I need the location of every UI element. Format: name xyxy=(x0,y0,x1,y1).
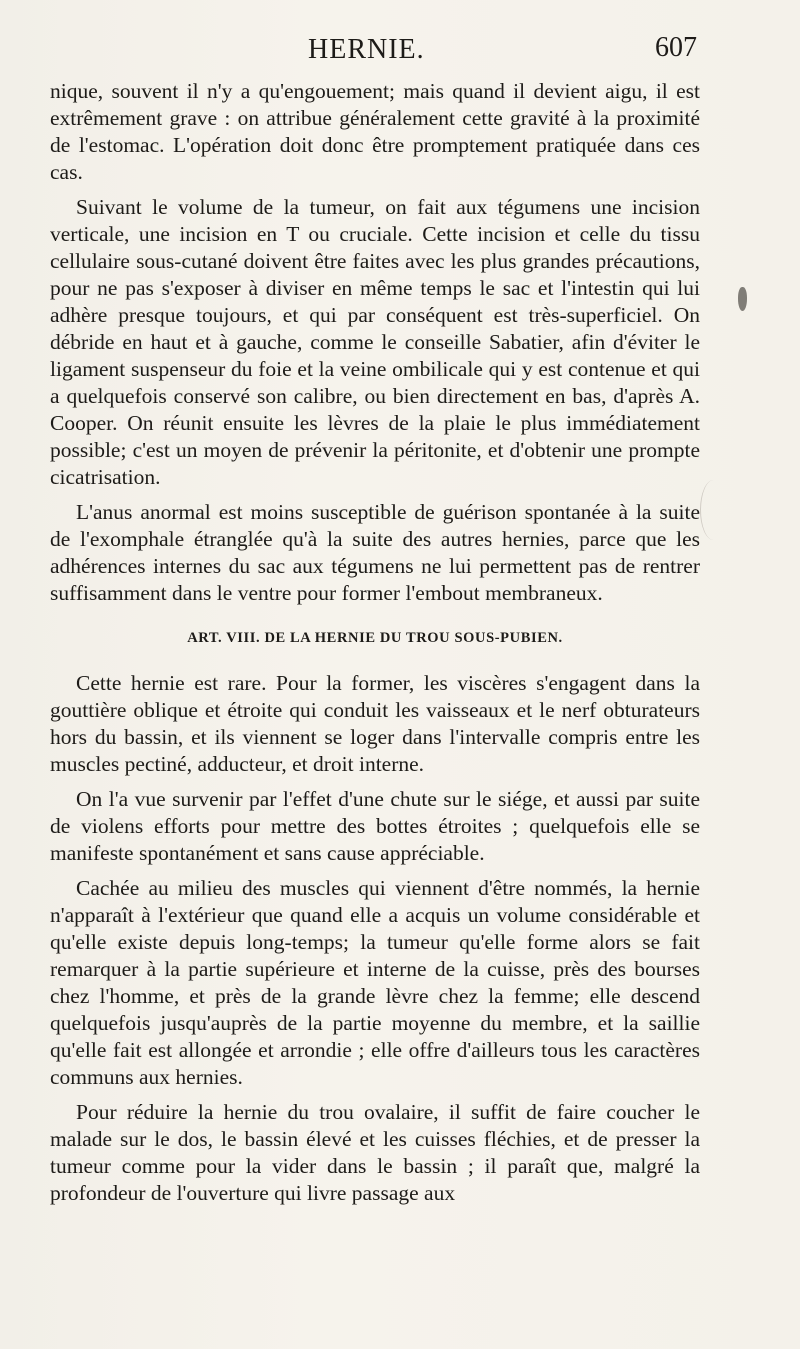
paragraph: nique, souvent il n'y a qu'engouement; mais quand il devient aigu, il est extrêmement grave : on attribue généralement cette gravité à la proximité de l'estomac. L'opération doit donc être promptement pratiquée dans ces cas. xyxy=(50,79,700,184)
running-title: HERNIE. xyxy=(308,34,425,65)
body-text xyxy=(50,78,700,1215)
paragraph: On l'a vue survenir par l'effet d'une chute sur le siége, et aussi par suite de violens efforts pour mettre des bottes étroites ; quelquefois elle se manifeste spontanément et sans cause appréciable. xyxy=(50,787,700,865)
paragraph: L'anus anormal est moins susceptible de guérison spontanée à la suite de l'exomphale étranglée qu'à la suite des autres hernies, parce que les adhérences internes du sac aux tégumens ne lui permettent pas de rentrer suffisamment dans le ventre pour former l'embout membraneux. xyxy=(50,500,700,605)
section-heading: ART. VIII. DE LA HERNIE DU TROU SOUS-PUBIEN. xyxy=(187,630,563,646)
bleed-through-mark xyxy=(700,480,727,540)
ink-blot xyxy=(738,287,747,311)
paragraph: Cette hernie est rare. Pour la former, les viscères s'engagent dans la gouttière oblique et étroite qui conduit les vaisseaux et le nerf obturateurs hors du bassin, et ils viennent se loger dans l'intervalle compris entre les muscles pectiné, adducteur, et droit interne. xyxy=(50,671,700,776)
running-head xyxy=(0,32,800,72)
page-number: 607 xyxy=(655,32,697,63)
paragraph: Cachée au milieu des muscles qui viennent d'être nommés, la hernie n'apparaît à l'extérieur que quand elle a acquis un volume considérable et qu'elle existe depuis long-temps; la tumeur qu'elle forme alors se fait remarquer à la partie supérieure et interne de la cuisse, près des bourses chez l'homme, et près de la grande lèvre chez la femme; elle descend quelquefois jusqu'auprès de la partie moyenne du membre, et la saillie qu'elle fait est allongée et arrondie ; elle offre d'ailleurs tous les caractères communs aux hernies. xyxy=(50,876,700,1089)
paragraph: Pour réduire la hernie du trou ovalaire, il suffit de faire coucher le malade sur le dos, le bassin élevé et les cuisses fléchies, et de presser la tumeur comme pour la vider dans le bassin ; il paraît que, malgré la profondeur de l'ouverture qui livre passage aux xyxy=(50,1100,700,1205)
paragraph: Suivant le volume de la tumeur, on fait aux tégumens une incision verticale, une incision en T ou cruciale. Cette incision et celle du tissu cellulaire sous-cutané doivent être faites avec les plus grandes précautions, pour ne pas s'exposer à diviser en même temps le sac et l'intestin qui lui adhère presque toujours, et qui par conséquent est très-superficiel. On débride en haut et à gauche, comme le conseille Sabatier, afin d'éviter le ligament suspenseur du foie et la veine ombilicale qui y est contenue et qui a quelquefois conservé son calibre, ou bien directement en bas, d'après A. Cooper. On réunit ensuite les lèvres de la plaie le plus immédiatement possible; c'est un moyen de prévenir la péritonite, et d'obtenir une prompte cicatrisation. xyxy=(50,195,700,489)
